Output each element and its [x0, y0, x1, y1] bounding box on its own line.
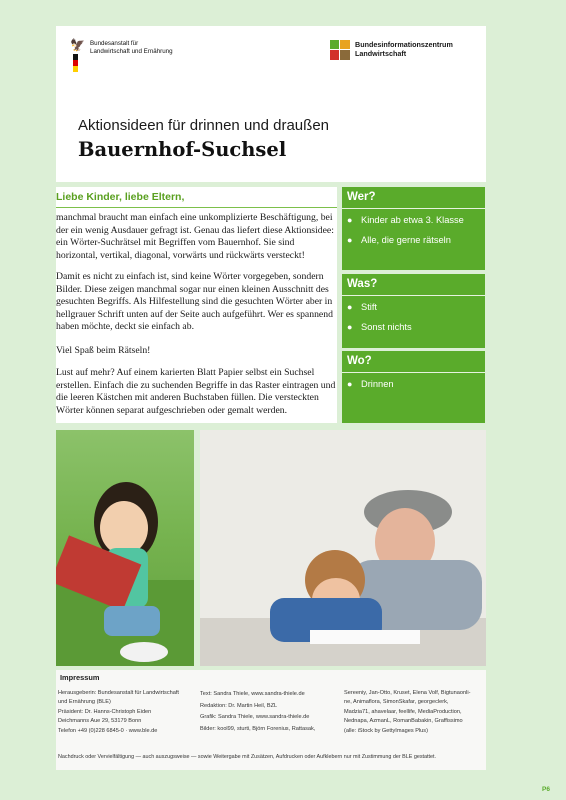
- impressum-line: Madzia71, ahavelaar, feellife, MediaProduction,: [344, 708, 462, 715]
- page-subtitle: Aktionsideen für drinnen und draußen: [78, 117, 330, 134]
- divider: [342, 372, 485, 373]
- eagle-icon: 🦅: [70, 38, 84, 72]
- ministry-name-line1: Bundesanstalt für: [90, 40, 139, 47]
- intro-paragraph-2: Damit es nicht zu einfach ist, sind keine Wörter vorgegeben, sondern Bilder. Diese zeigen manchmal sogar nur einen kleinen Ausschnitt des gesuchten Begriffs. Als Hilfestellung sind die gesuchten Wörter aber in hellgrauer Schrift unten auf der Seite auch aufgeführt. Wer es spannend haben möchte, deckt sie einfach ab.: [56, 271, 333, 333]
- list-item: [347, 322, 412, 333]
- page-number: P6: [542, 786, 550, 793]
- list-item: [347, 235, 464, 246]
- impressum-footer: Nachdruck oder Vervielfältigung — auch auszugsweise — sowie Weitergabe mit Zusätzen, Aufdrucken oder Aufklebern nur mit Zustimmung der BLE gestattet.: [58, 754, 437, 760]
- impressum-line: Bilder: kool99, sturti, Björn Forenius, Rattasak,: [200, 725, 316, 732]
- impressum-line: (alle: iStock by GettyImages Plus): [344, 727, 428, 734]
- impressum-heading: Impressum: [60, 673, 100, 682]
- ministry-logo: [70, 38, 173, 72]
- impressum-line: Sereeniy, Jan-Otto, Kruset, Elena Volf, Bigtunaonli-: [344, 690, 471, 696]
- ministry-name-line2: Landwirtschaft und Ernährung: [90, 47, 173, 55]
- impressum-column-photo-credits: [344, 689, 470, 736]
- list-item-label: Kinder ab etwa 3. Klasse: [361, 215, 464, 225]
- info-box-heading: Was?: [347, 278, 378, 290]
- bullet-icon: ●: [347, 215, 353, 225]
- intro-paragraph-1: manchmal braucht man einfach eine unkomplizierte Beschäftigung, bei der ein wenig Ausdauer gefragt ist. Genau das liefert diese Aktionsidee: ein Wörter-Suchrätsel mit Begriffen vom Bauernhof. Sie sind horizontal, vertikal, diagonal, vorwärts und rückwärts versteckt!: [56, 212, 334, 261]
- divider: [342, 295, 485, 296]
- impressum-line: Nednapa, AzmanL, RomanBabakin, Graffissimo: [344, 718, 463, 725]
- ble-name-line2: Landwirtschaft: [355, 49, 407, 58]
- info-box-wer: [342, 187, 485, 270]
- photo-girl-reading: [56, 430, 194, 666]
- bullet-icon: ●: [347, 379, 353, 389]
- greeting: Liebe Kinder, liebe Eltern,: [56, 191, 185, 203]
- photo-father-son-drawing: [200, 430, 486, 666]
- impressum-line: Telefon +49 (0)228 6845-0 · www.ble.de: [58, 727, 158, 734]
- impressum-line: Deichmanns Aue 29, 53179 Bonn: [58, 718, 142, 725]
- intro-paragraph-3: Viel Spaß beim Rätseln!: [56, 345, 151, 356]
- list-item-label: Drinnen: [361, 379, 394, 389]
- bullet-icon: ●: [347, 302, 353, 312]
- impressum-line: Redaktion: Dr. Martin Heil, BZL: [200, 702, 278, 709]
- impressum: [56, 670, 486, 770]
- list-item-label: Sonst nichts: [361, 322, 412, 332]
- info-box-heading: Wo?: [347, 355, 372, 367]
- impressum-line: Präsident: Dr. Hanns-Christoph Eiden: [58, 708, 152, 715]
- info-box-wo: [342, 351, 485, 423]
- bullet-icon: ●: [347, 235, 353, 245]
- impressum-line: ne, Animaflora, SimonSkafar, georgeclerk,: [344, 699, 449, 706]
- bullet-icon: ●: [347, 322, 353, 332]
- divider: [56, 207, 337, 208]
- intro-paragraph-4: Lust auf mehr? Auf einem karierten Blatt Papier selbst ein Suchsel erstellen. Einfach die zu suchenden Begriffe in das Raster eintragen und die leeren Kästchen mit anderen Buchstaben füllen. Die versteckten Wörter können separat aufgeschrieben oder gemalt werden.: [56, 367, 336, 416]
- impressum-line: Herausgeberin: Bundesanstalt für Landwirtschaft: [58, 690, 179, 696]
- info-box-heading: Wer?: [347, 191, 376, 203]
- page-title: Bauernhof-Suchsel: [78, 138, 287, 161]
- header-card: [56, 26, 486, 182]
- impressum-line: Text: Sandra Thiele, www.sandra-thiele.de: [200, 691, 305, 697]
- info-box-was: [342, 274, 485, 348]
- list-item: [347, 215, 464, 226]
- impressum-line: und Ernährung (BLE): [58, 699, 111, 706]
- list-item-label: Alle, die gerne rätseln: [361, 235, 451, 245]
- list-item-label: Stift: [361, 302, 378, 312]
- ble-logo: [330, 40, 453, 60]
- intro-card: [56, 187, 337, 423]
- list-item: [347, 302, 412, 313]
- impressum-line: Grafik: Sandra Thiele, www.sandra-thiele.de: [200, 714, 310, 720]
- divider: [342, 208, 485, 209]
- ble-name-line1: Bundesinformationszentrum: [355, 40, 453, 50]
- impressum-column-publisher: [58, 689, 179, 736]
- list-item: [347, 379, 394, 390]
- ble-logo-icon: [330, 40, 350, 60]
- impressum-column-credits: [200, 689, 315, 735]
